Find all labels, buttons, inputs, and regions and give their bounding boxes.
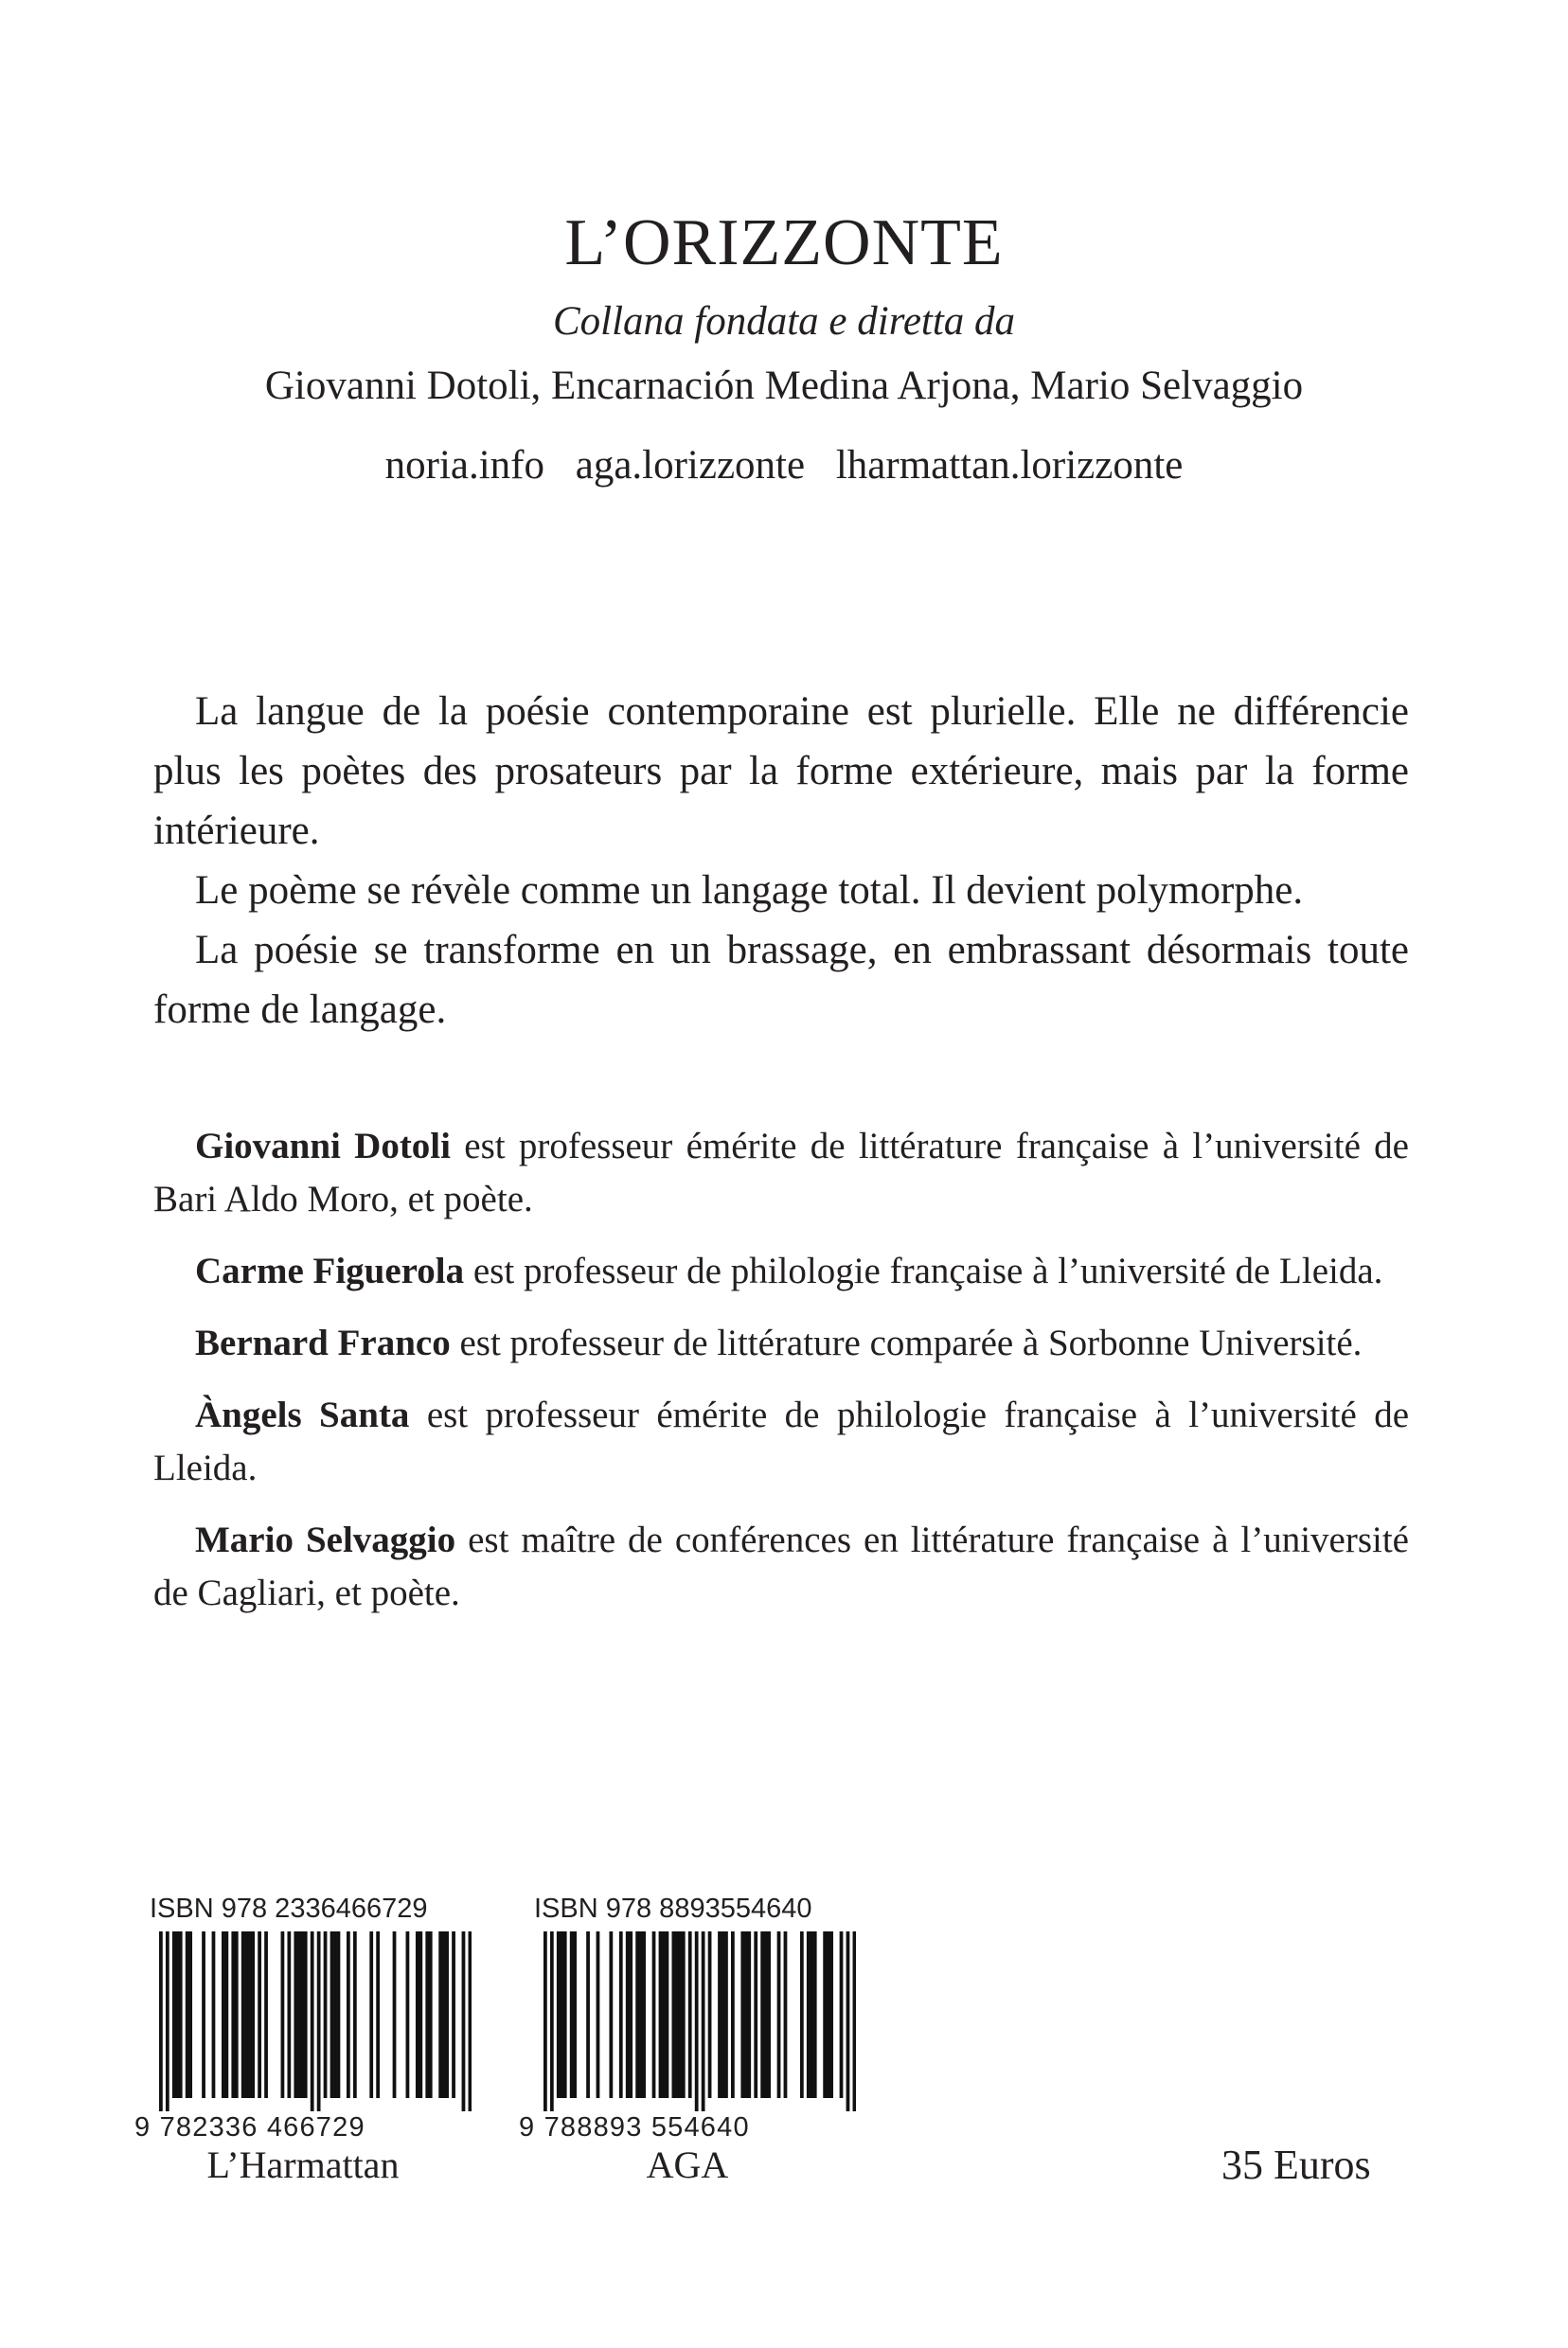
barcode-bar: [393, 1931, 397, 2098]
barcode-bar: [570, 1931, 574, 2098]
barcode-bar: [347, 1931, 350, 2098]
barcode-bar: [702, 1931, 705, 2111]
barcode-bar: [810, 1931, 813, 2098]
author-bios: [153, 1120, 1409, 1639]
barcode-bar: [619, 1931, 623, 2098]
barcode-bar: [304, 1931, 308, 2098]
price: 35 Euros: [1221, 2142, 1371, 2188]
barcode-bar: [416, 1931, 419, 2098]
series-subtitle: Collana fondata e diretta da: [552, 299, 1016, 344]
barcode-bar: [281, 1931, 285, 2098]
barcode-bar: [231, 1931, 235, 2098]
barcode-bar: [235, 1931, 239, 2098]
barcode-bar: [659, 1931, 663, 2098]
blurb-paragraph: La langue de la poésie contemporaine est plurielle. Elle ne différencie plus les poètes des prosateurs par la forme extérieure, mais par la forme intérieure.: [153, 689, 1409, 853]
barcode-bar: [671, 1931, 675, 2098]
barcode-bar: [724, 1931, 728, 2098]
author-name: Giovanni Dotoli: [195, 1126, 451, 1166]
barcode-bar: [166, 1931, 169, 2111]
barcode-bar: [264, 1931, 268, 2098]
author-bio: [153, 1317, 1409, 1370]
barcode-lharmattan: [134, 1894, 472, 2187]
barcode-bar: [675, 1931, 679, 2098]
barcode-bar: [333, 1931, 337, 2098]
author-description: est maître de conférences en littérature française à l’université de Cagliari, et poète.: [153, 1520, 1409, 1613]
barcode-bar: [573, 1931, 577, 2098]
blurb-paragraph: Le poème se révèle comme un langage total. Il devient polymorphe.: [195, 868, 1304, 913]
blurb-paragraph: La poésie se transforme en un brassage, en embrassant désormais toute forme de langage.: [153, 928, 1409, 1032]
barcode-bar: [767, 1931, 771, 2098]
barcode-bar: [813, 1931, 817, 2098]
barcode-bar: [159, 1931, 163, 2111]
barcode-bar: [311, 1931, 314, 2111]
barcode-bar: [425, 1931, 429, 2098]
barcode-bar: [708, 1931, 712, 2098]
link-noria: noria.info: [384, 443, 544, 488]
series-links: [0, 438, 1568, 493]
barcode-bar: [626, 1931, 630, 2098]
series-header: [0, 204, 1568, 493]
author-bio: [153, 1120, 1409, 1226]
barcode-bar: [609, 1931, 613, 2098]
link-aga: aga.lorizzonte: [575, 443, 806, 488]
barcode-bar: [829, 1931, 833, 2098]
barcode-bar: [330, 1931, 334, 2098]
barcode-bar: [222, 1931, 225, 2098]
barcode-bar: [740, 1931, 744, 2098]
author-description: est professeur émérite de littérature française à l’université de Bari Aldo Moro, et poète.: [153, 1126, 1409, 1219]
barcode-bar: [186, 1931, 189, 2098]
barcode-bar: [747, 1931, 751, 2098]
barcode-bar: [324, 1931, 328, 2098]
barcode-bar: [718, 1931, 722, 2098]
isbn-label: ISBN 978 8893554640: [534, 1894, 812, 1924]
barcode-bar: [369, 1931, 373, 2098]
barcode-bar: [784, 1931, 788, 2098]
barcode-bar: [212, 1931, 216, 2098]
barcode-bars: [519, 1931, 856, 2111]
barcode-bar: [731, 1931, 735, 2098]
barcode-bar: [722, 1931, 725, 2098]
author-description: est professeur émérite de philologie française à l’université de Lleida.: [153, 1395, 1410, 1488]
series-title: L’ORIZZONTE: [564, 206, 1004, 279]
barcode-bar: [287, 1931, 291, 2098]
barcode-digits: 9 782336 466729: [134, 2112, 365, 2143]
barcode-bar: [764, 1931, 768, 2098]
barcode-bar: [543, 1931, 547, 2111]
barcode-bar: [317, 1931, 321, 2111]
barcode-bar: [550, 1931, 554, 2111]
barcode-bar: [597, 1931, 600, 2098]
barcode-bar: [442, 1931, 446, 2098]
barcode-bar: [419, 1931, 422, 2098]
link-lharmattan: lharmattan.lorizzonte: [835, 443, 1184, 488]
barcode-bar: [652, 1931, 656, 2098]
barcode-bar: [244, 1931, 248, 2098]
barcode-bar: [462, 1931, 466, 2111]
barcode-bar: [557, 1931, 561, 2098]
series-directors: Giovanni Dotoli, Encarnación Medina Arjona, Mario Selvaggio: [264, 364, 1304, 408]
barcode-bar: [563, 1931, 567, 2098]
barcode-bar: [823, 1931, 827, 2098]
barcode-digits: 9 788893 554640: [519, 2112, 750, 2143]
barcode-bar: [251, 1931, 255, 2098]
barcode-bar: [682, 1931, 686, 2098]
author-name: Mario Selvaggio: [195, 1520, 456, 1560]
author-name: Bernard Franco: [195, 1323, 451, 1363]
barcode-bars: [134, 1931, 472, 2111]
author-bio: [153, 1245, 1409, 1298]
barcode-bar: [688, 1931, 692, 2098]
barcode-bar: [300, 1931, 304, 2098]
barcode-bar: [639, 1931, 643, 2098]
barcode-aga: [519, 1894, 856, 2187]
barcode-bar: [406, 1931, 410, 2098]
author-description: est professeur de philologie française à l’université de Lleida.: [464, 1251, 1383, 1291]
barcode-bar: [175, 1931, 179, 2098]
barcode-bar: [179, 1931, 183, 2098]
barcode-bar: [807, 1931, 811, 2098]
barcode-bar: [445, 1931, 449, 2098]
author-name: Àngels Santa: [195, 1395, 410, 1435]
barcode-bar: [744, 1931, 748, 2098]
barcode-bar: [258, 1931, 261, 2098]
author-description: est professeur de littérature comparée à Sorbonne Université.: [450, 1323, 1363, 1363]
barcode-bar: [695, 1931, 699, 2111]
author-bio: [153, 1389, 1409, 1495]
barcode-bar: [678, 1931, 682, 2098]
barcode-bar: [635, 1931, 639, 2098]
barcode-bar: [337, 1931, 341, 2098]
barcode-bar: [642, 1931, 646, 2098]
barcode-bar: [760, 1931, 764, 2098]
barcode-bar: [353, 1931, 357, 2098]
barcode-bar: [248, 1931, 252, 2098]
barcode-bar: [469, 1931, 472, 2111]
barcode-bar: [224, 1931, 228, 2098]
barcode-bar: [754, 1931, 757, 2098]
barcode-bar: [297, 1931, 301, 2098]
barcode-bar: [800, 1931, 804, 2098]
barcode-bar: [560, 1931, 563, 2098]
barcode-bar: [294, 1931, 297, 2098]
barcode-bar: [846, 1931, 850, 2111]
barcode-bar: [376, 1931, 380, 2098]
barcode-bar: [827, 1931, 830, 2098]
barcode-bar: [172, 1931, 176, 2098]
barcode-bar: [241, 1931, 245, 2098]
barcode-bar: [777, 1931, 781, 2098]
barcode-bar: [840, 1931, 844, 2098]
barcode-bar: [438, 1931, 442, 2098]
publisher-name: L’Harmattan: [206, 2143, 400, 2186]
barcode-bar: [452, 1931, 455, 2098]
barcode-bar: [853, 1931, 856, 2111]
barcode-bar: [586, 1931, 590, 2098]
barcode-bar: [629, 1931, 633, 2098]
publisher-name: AGA: [646, 2143, 729, 2186]
barcode-bar: [202, 1931, 205, 2098]
author-bio: [153, 1514, 1409, 1620]
blurb: [153, 682, 1409, 1040]
barcode-bar: [188, 1931, 192, 2098]
isbn-label: ISBN 978 2336466729: [150, 1894, 428, 1924]
author-name: Carme Figuerola: [195, 1251, 465, 1291]
barcode-bar: [662, 1931, 666, 2098]
barcode-bar: [666, 1931, 669, 2098]
barcode-bar: [429, 1931, 433, 2098]
